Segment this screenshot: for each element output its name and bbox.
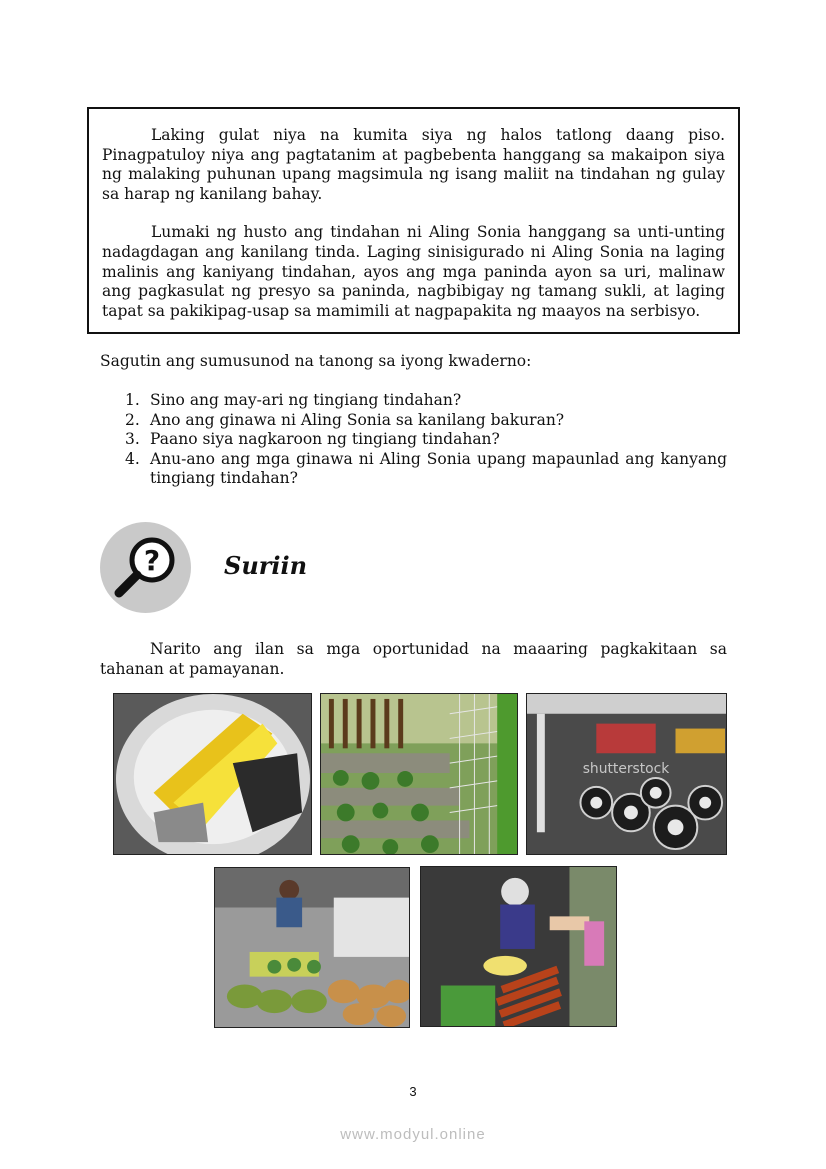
photo-street-food xyxy=(420,866,617,1027)
magnifier-question-icon xyxy=(100,522,191,613)
story-paragraph-1: Laking gulat niya na kumita siya ng halos tatlong daang piso. Pinagpatuloy niya ang pagtatanim at pagbebenta hanggang sa makaipon siya ng malaking puhunan upang magsimula ng isang maliit na tindahan ng gulay sa harap ng kanilang bahay. xyxy=(102,126,725,203)
question-item xyxy=(100,430,727,450)
instruction-text: Sagutin ang sumusunod na tanong sa iyong kwaderno: xyxy=(100,352,532,370)
photo-food-plate xyxy=(113,693,312,855)
question-list xyxy=(100,391,727,489)
question-text: Sino ang may-ari ng tingiang tindahan? xyxy=(150,391,462,409)
question-item xyxy=(100,391,727,411)
story-paragraph-2: Lumaki ng husto ang tindahan ni Aling Sonia hanggang sa unti-unting nadagdagan ang kanilang tinda. Laging sinisigurado ni Aling Sonia na laging malinis ang kaniyang tindahan, ayos ang mga paninda ayon sa uri, malinaw ang pagkasulat ng presyo sa paninda, nagbibigay ng tamang sukli, at laging tapat sa pakikipag-usap sa mamimili at nagpapakita ng maayos na serbisyo. xyxy=(102,223,725,320)
section-title: Suriin xyxy=(224,551,308,580)
question-text: Anu-ano ang mga ginawa ni Aling Sonia upang mapaunlad ang kanyang tingiang tindahan? xyxy=(150,449,727,488)
question-text: Paano siya nagkaroon ng tingiang tindahan? xyxy=(150,430,500,449)
photo-vegetable-garden xyxy=(320,693,518,855)
photo-watermark-text: shutterstock xyxy=(582,761,670,778)
question-text: Ano ang ginawa ni Aling Sonia sa kanilang bakuran? xyxy=(150,410,565,429)
intro-text: Narito ang ilan sa mga oportunidad na maaaring pagkakitaan sa tahanan at pamayanan. xyxy=(100,640,727,678)
question-item xyxy=(100,450,727,489)
photo-fruit-stall xyxy=(214,867,410,1028)
question-number: 1. xyxy=(125,391,140,409)
question-number: 4. xyxy=(125,449,140,468)
svg-text:?: ? xyxy=(143,544,161,577)
photo-tire-shop xyxy=(526,693,727,855)
site-watermark: www.modyul.online xyxy=(340,1126,486,1143)
story-box xyxy=(87,107,740,334)
question-number: 2. xyxy=(125,410,140,429)
question-number: 3. xyxy=(125,430,140,449)
page-number: 3 xyxy=(409,1084,417,1099)
question-item xyxy=(100,411,727,431)
